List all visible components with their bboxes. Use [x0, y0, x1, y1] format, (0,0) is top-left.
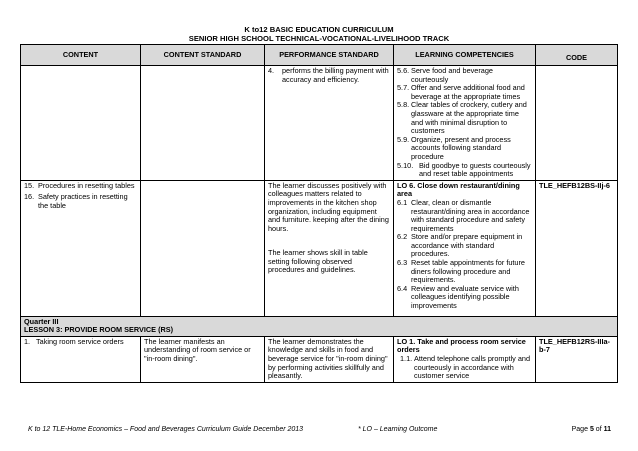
content-item	[24, 338, 137, 347]
item-text: Attend telephone calls promptly and courteously in accordance with customer service	[414, 354, 531, 381]
table-row	[21, 66, 618, 181]
curriculum-table	[20, 44, 618, 383]
content-standard-cell	[141, 180, 265, 316]
competency-item	[397, 233, 532, 259]
competency-item	[397, 162, 532, 179]
item-number: 6.2	[397, 232, 408, 242]
competency-item	[397, 199, 532, 233]
content-cell	[21, 66, 141, 181]
footer-guide-title: K to 12 TLE-Home Economics – Food and Beverages Curriculum Guide December 2013	[28, 426, 304, 433]
competency-item	[397, 355, 532, 381]
column-header-learning-competencies: LEARNING COMPETENCIES	[394, 45, 536, 66]
quarter-row	[21, 316, 618, 336]
item-number: 5.10.	[397, 160, 414, 170]
item-number: 5.8.	[397, 100, 410, 110]
competency-item	[397, 84, 532, 101]
item-text: Review and evaluate service with colleagues identifying possible improvements	[411, 283, 519, 311]
table-row	[21, 180, 618, 316]
quarter-cell	[21, 316, 618, 336]
item-number: 5.7.	[397, 83, 410, 93]
performance-text: The learner discusses positively with colleagues matters related to improvements in the kitchen shop organization, including equipment and furniture. keeping after the dining hours.	[268, 180, 389, 233]
code-cell: TLE_HEFB12RS-IIIa-b-7	[536, 336, 618, 382]
item-text: Offer and serve additional food and beverage at the appropriate times	[411, 83, 525, 101]
item-number: 15.	[24, 180, 35, 190]
item-number: 6.3	[397, 258, 408, 268]
competency-item	[397, 136, 532, 162]
item-text: Clear, clean or dismantle restaurant/dining area in accordance with standard procedure and safety requirements	[411, 197, 530, 233]
item-text: Organize, present and process accounts following standard procedure	[411, 134, 511, 161]
performance-standard-cell: The learner demonstrates the knowledge and skills in food and beverage service for "in-room dining" by performing activities skillfully and pleasantly.	[265, 336, 394, 382]
item-text: Bid goodbye to guests courteously and reset table appointments	[419, 160, 531, 179]
learning-outcome-title: LO 6. Close down restaurant/dining area	[397, 180, 520, 199]
item-text: Safety practices in resetting the table	[38, 192, 128, 210]
item-text: Taking room service orders	[36, 336, 124, 346]
item-number: 5.9.	[397, 134, 410, 144]
competency-item	[397, 285, 532, 315]
page-number	[572, 426, 611, 434]
table-row	[21, 336, 618, 382]
item-number: 1.	[24, 336, 31, 346]
item-number: 4.	[268, 66, 275, 75]
learning-competencies-cell	[394, 180, 536, 316]
table-header-row	[21, 45, 618, 66]
learning-outcome-title: LO 1. Take and process room service orders	[397, 336, 526, 355]
performance-item	[268, 67, 390, 84]
column-header-content: CONTENT	[21, 45, 141, 66]
item-number: 5.6.	[397, 66, 410, 75]
curriculum-title: K to12 BASIC EDUCATION CURRICULUM	[244, 25, 394, 34]
footer-note: * LO – Learning Outcome	[358, 426, 438, 433]
of-word: of	[595, 426, 602, 433]
content-standard-cell: The learner manifests an understanding of room service or "in-room dining".	[141, 336, 265, 382]
item-text: Reset table appointments for future diners following procedure and requirements.	[411, 258, 525, 285]
item-text: Procedures in resetting tables	[38, 180, 135, 190]
performance-standard-cell	[265, 180, 394, 316]
item-number: 1.1.	[400, 354, 413, 363]
content-cell	[21, 180, 141, 316]
learning-competencies-cell	[394, 336, 536, 382]
item-text: Clear tables of crockery, cutlery and glassware at the appropriate time and with minimal disruption to customers	[411, 100, 527, 136]
column-header-content-standard: CONTENT STANDARD	[141, 45, 265, 66]
item-text: performs the billing payment with accuracy and efficiency.	[282, 66, 389, 84]
page-word: Page	[571, 426, 588, 433]
item-number: 6.4	[397, 283, 408, 293]
performance-standard-cell	[265, 66, 394, 181]
lesson-title: LESSON 3: PROVIDE ROOM SERVICE (RS)	[24, 325, 174, 335]
item-text: Store and/or prepare equipment in accordance with standard procedures.	[411, 232, 523, 259]
competency-item	[397, 101, 532, 135]
quarter-label: Quarter III	[24, 316, 59, 326]
content-cell	[21, 336, 141, 382]
competency-item	[397, 259, 532, 285]
competency-item	[397, 67, 532, 84]
page-total: 11	[603, 426, 611, 433]
content-item	[24, 182, 137, 191]
track-title: SENIOR HIGH SCHOOL TECHNICAL-VOCATIONAL-LIVELIHOOD TRACK	[188, 34, 450, 43]
page-current: 5	[589, 426, 594, 433]
item-text: Serve food and beverage courteously	[411, 66, 493, 84]
learning-competencies-cell	[394, 66, 536, 181]
code-cell	[536, 66, 618, 181]
column-header-performance-standard: PERFORMANCE STANDARD	[265, 45, 394, 66]
content-standard-cell	[141, 66, 265, 181]
column-header-code: CODE	[536, 45, 618, 66]
item-number: 16.	[24, 192, 35, 202]
item-number: 6.1	[397, 197, 408, 207]
spacer	[268, 233, 390, 249]
content-item	[24, 193, 137, 210]
performance-text: The learner shows skill in table setting following observed procedures and guidelines.	[268, 248, 368, 275]
code-cell: TLE_HEFB12BS-IIj-6	[536, 180, 618, 316]
